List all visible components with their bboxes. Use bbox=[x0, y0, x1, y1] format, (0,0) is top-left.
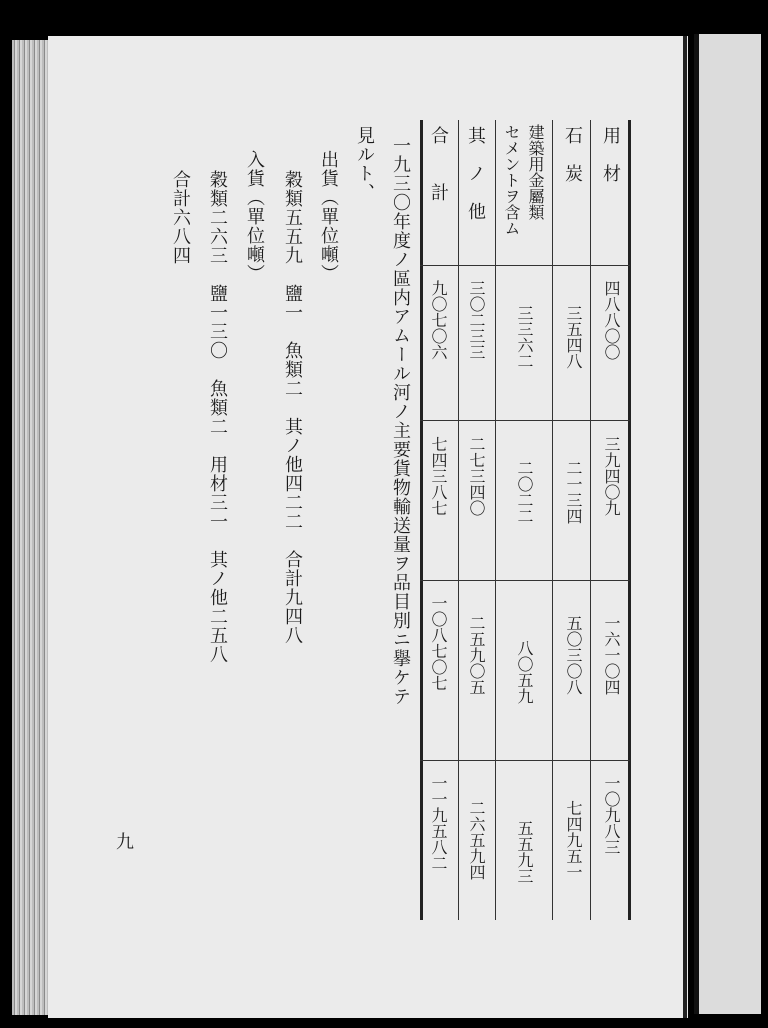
intro-text-2: 見ルト、 bbox=[354, 126, 375, 202]
table-cell: 三〇二三三 bbox=[467, 280, 486, 360]
book-gutter bbox=[683, 36, 687, 1018]
table-cell: 三九四〇九 bbox=[602, 436, 621, 516]
table-cell: 三三六二 bbox=[515, 305, 534, 369]
table-cell: 五〇三〇八 bbox=[564, 615, 583, 695]
table-col-rule bbox=[458, 120, 459, 920]
table-row-rule bbox=[420, 580, 630, 581]
table-cell: 二七三四〇 bbox=[467, 436, 486, 516]
page-edges bbox=[12, 40, 52, 1015]
page-number: 九 bbox=[116, 832, 134, 853]
table-cell: 二〇二二 bbox=[515, 460, 534, 524]
table-cell: 一〇八七〇七 bbox=[429, 595, 448, 691]
table-cell: 二五九〇五 bbox=[467, 615, 486, 695]
table-cell: 一一九五八二 bbox=[429, 775, 448, 871]
table-cell: 三五四八 bbox=[564, 305, 583, 369]
table-cell: 九〇七〇六 bbox=[429, 280, 448, 360]
table-col-rule bbox=[552, 120, 553, 920]
table-cell: 五五九三 bbox=[515, 820, 534, 884]
intro-text: 一九三〇年度ノ區内アムール河ノ主要貨物輸送量ヲ品目別ニ擧ケテ bbox=[390, 136, 411, 706]
table-row-rule bbox=[420, 420, 630, 421]
table-cell: 八〇五九 bbox=[515, 640, 534, 704]
facing-page bbox=[694, 34, 761, 1014]
table-header-建築用金屬類: 建築用金屬類 bbox=[526, 124, 545, 220]
table-header-石炭: 石 炭 bbox=[562, 126, 583, 183]
table-header-rule bbox=[420, 265, 630, 266]
outgoing-line: 穀類五五九 鹽一 魚類二 其ノ他四二二 合計九四八 bbox=[282, 170, 303, 645]
table-col-rule bbox=[590, 120, 591, 920]
table-col-rule bbox=[495, 120, 496, 920]
incoming-heading: 入貨（單位噸） bbox=[244, 150, 265, 283]
table-header-合計: 合 計 bbox=[428, 126, 449, 202]
table-cell: 七四九五一 bbox=[564, 800, 583, 880]
table-header-セメント: セメントヲ含ム bbox=[502, 124, 521, 236]
incoming-total: 合計六八四 bbox=[170, 170, 191, 265]
outgoing-heading: 出貨（單位噸） bbox=[318, 150, 339, 283]
incoming-line: 穀類二六三 鹽一三〇 魚類二 用材三一 其ノ他二五八 bbox=[207, 170, 228, 664]
table-cell: 七四三八七 bbox=[429, 436, 448, 516]
table-cell: 一〇九八三 bbox=[602, 775, 621, 855]
table-cell: 四八八〇〇 bbox=[602, 280, 621, 360]
table-header-其ノ他: 其 ノ 他 bbox=[465, 126, 486, 221]
table-cell: 一六一〇四 bbox=[602, 615, 621, 695]
table-cell: 二一三四 bbox=[564, 460, 583, 524]
table-row-rule bbox=[420, 760, 630, 761]
table-right-border bbox=[628, 120, 631, 920]
table-col-rule bbox=[420, 120, 423, 920]
table-header-用材: 用 材 bbox=[600, 126, 621, 183]
table-cell: 二六五九四 bbox=[467, 800, 486, 880]
